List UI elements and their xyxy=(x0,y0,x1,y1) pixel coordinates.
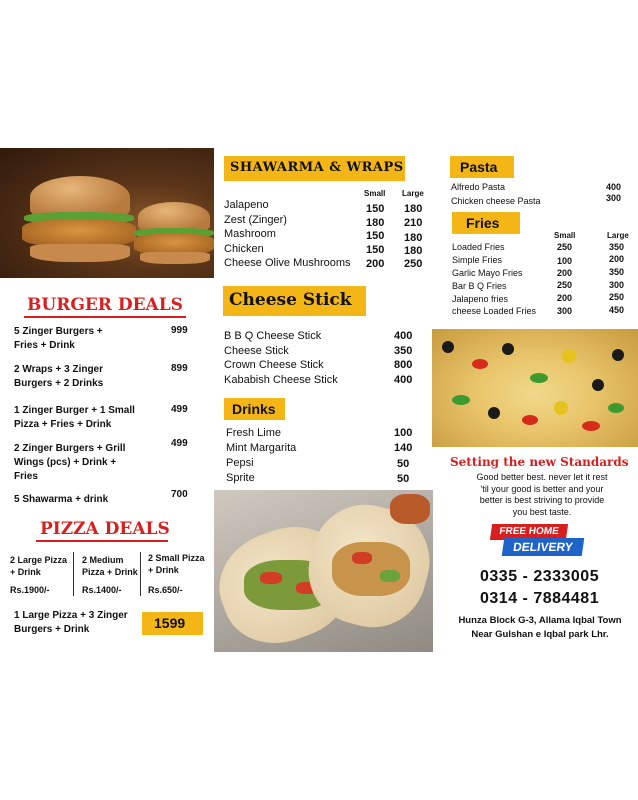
jar xyxy=(390,494,430,524)
fries-item-name: Jalapeno fries xyxy=(452,294,509,304)
burger-patty xyxy=(22,220,136,246)
pizza-deals-underline xyxy=(36,540,168,542)
free-home-delivery-badge xyxy=(491,524,585,558)
shawarma-item-large: 180 xyxy=(404,203,423,215)
burger-deal-item xyxy=(14,404,135,432)
wrap-filling xyxy=(332,542,410,596)
drinks-item-price: 100 xyxy=(394,427,413,439)
burger-deal-line: Burgers + 2 Drinks xyxy=(14,378,104,389)
olive xyxy=(592,379,604,391)
fries-item-small: 200 xyxy=(557,293,573,303)
lettuce xyxy=(380,570,400,582)
burger-deal-price: 499 xyxy=(171,404,188,415)
pizza-deal-line: 2 Small Pizza xyxy=(148,553,205,563)
pizza-combo-line: Burgers + Drink xyxy=(14,624,90,635)
fries-item-large: 450 xyxy=(609,305,625,315)
cheese-stick-item-name: Kababish Cheese Stick xyxy=(224,374,338,386)
fries-item-large: 250 xyxy=(609,292,625,302)
burger-deal-line: Wings (pcs) + Drink + xyxy=(14,457,117,468)
olive xyxy=(442,341,454,353)
pasta-title: Pasta xyxy=(460,159,498,175)
fries-small-header: Small xyxy=(554,231,576,240)
promo-tagline-line: Good better best. never let it rest xyxy=(476,472,608,482)
fries-item-small: 250 xyxy=(557,242,573,252)
fries-item-name: Simple Fries xyxy=(452,255,503,265)
burger-deal-price: 499 xyxy=(171,438,188,449)
fries-large-header: Large xyxy=(607,231,629,240)
fries-item-small: 300 xyxy=(557,306,573,316)
drinks-item-name: Sprite xyxy=(226,472,255,484)
tomato xyxy=(352,552,372,564)
pepper xyxy=(582,421,600,431)
burger-deal-line: 2 Wraps + 3 Zinger xyxy=(14,364,104,375)
drinks-item-price: 50 xyxy=(397,458,410,470)
pasta-item-name: Alfredo Pasta xyxy=(451,182,506,192)
pizza-divider xyxy=(140,552,141,596)
cheese-stick-item-price: 400 xyxy=(394,330,413,342)
pizza-deal-line: + Drink xyxy=(10,567,41,577)
shawarma-item-name: Jalapeno xyxy=(224,199,269,211)
cheese-stick-item-price: 800 xyxy=(394,359,413,371)
shawarma-item-small: 150 xyxy=(366,230,385,242)
address-line: Near Gulshan e Iqbal park Lhr. xyxy=(471,629,609,640)
burger-deal-line: 5 Shawarma + drink xyxy=(14,494,109,505)
pasta-item-name: Chicken cheese Pasta xyxy=(451,196,541,206)
drinks-item-price: 50 xyxy=(397,473,410,485)
burger2-patty xyxy=(134,234,214,254)
fries-item-large: 300 xyxy=(609,280,625,290)
drinks-header xyxy=(224,398,285,420)
phone-number[interactable]: 0314 - 7884481 xyxy=(480,590,600,607)
address xyxy=(448,614,632,642)
corn xyxy=(562,349,576,363)
fries-item-name: Garlic Mayo Fries xyxy=(452,268,523,278)
cheese-stick-item-price: 350 xyxy=(394,345,413,357)
fries-item-small: 100 xyxy=(557,256,573,266)
shawarma-small-header: Small xyxy=(364,189,386,198)
pizza-deal-price: Rs.1900/- xyxy=(10,585,50,595)
pepper xyxy=(522,415,538,425)
fries-item-large: 350 xyxy=(609,242,625,252)
shawarma-item-small: 180 xyxy=(366,217,385,229)
burger-deal-item xyxy=(14,442,125,484)
cheese-stick-header xyxy=(223,286,366,316)
shawarma-item-large: 180 xyxy=(404,232,423,244)
burger-deals-title: BURGER DEALS xyxy=(27,295,183,315)
fries-item-name: cheese Loaded Fries xyxy=(452,306,537,316)
pizza-combo-line: 1 Large Pizza + 3 Zinger xyxy=(14,610,128,621)
burger-deal-price: 899 xyxy=(171,363,188,374)
wrap-photo xyxy=(214,490,433,652)
shawarma-item-small: 150 xyxy=(366,203,385,215)
shawarma-item-name: Chicken xyxy=(224,243,264,255)
shawarma-item-name: Mashroom xyxy=(224,228,276,240)
shawarma-item-name: Zest (Zinger) xyxy=(224,214,287,226)
fries-item-small: 250 xyxy=(557,280,573,290)
pizza-combo-price: 1599 xyxy=(154,615,186,631)
pizza-deal-item xyxy=(82,554,138,578)
drinks-title: Drinks xyxy=(232,401,276,417)
delivery-badge-bottom: DELIVERY xyxy=(502,538,585,556)
promo-tagline-line: you best taste. xyxy=(512,506,572,517)
pizza-deal-line: + Drink xyxy=(148,565,179,575)
burger-deal-item xyxy=(14,325,103,353)
corn xyxy=(554,401,568,415)
promo-tagline xyxy=(462,472,622,518)
olive xyxy=(488,407,500,419)
burger-deal-line: 5 Zinger Burgers + xyxy=(14,326,103,337)
fries-item-large: 350 xyxy=(609,267,625,277)
drinks-item-price: 140 xyxy=(394,442,413,454)
fries-item-large: 200 xyxy=(609,254,625,264)
shawarma-item-name: Cheese Olive Mushrooms xyxy=(224,257,351,269)
tomato xyxy=(260,572,282,584)
promo-tagline-line: 'til your good is better and your xyxy=(480,483,604,494)
pizza-deal-line: Pizza + Drink xyxy=(82,567,138,577)
olive xyxy=(612,349,624,361)
shawarma-large-header: Large xyxy=(402,189,424,198)
shawarma-item-large: 210 xyxy=(404,217,423,229)
shawarma-item-small: 200 xyxy=(366,258,385,270)
shawarma-header xyxy=(224,156,405,181)
fries-item-small: 200 xyxy=(557,268,573,278)
pepper xyxy=(608,403,624,413)
burger-deals-underline xyxy=(24,316,186,318)
cheese-stick-item-name: Crown Cheese Stick xyxy=(224,359,324,371)
pizza-deals-title: PIZZA DEALS xyxy=(40,519,170,539)
pasta-item-price: 400 xyxy=(606,182,622,192)
drinks-item-name: Mint Margarita xyxy=(226,442,297,454)
burger-deal-line: 2 Zinger Burgers + Grill xyxy=(14,443,126,454)
pizza-deal-line: 2 Medium xyxy=(82,555,124,565)
shawarma-title: SHAWARMA & WRAPS xyxy=(230,160,404,175)
pizza-combo-deal xyxy=(14,609,128,637)
pizza-divider xyxy=(73,552,74,596)
burger-bun-bottom xyxy=(30,244,130,262)
burger-deal-price: 700 xyxy=(171,489,188,500)
burger-deal-line: Fries + Drink xyxy=(14,340,75,351)
pepper xyxy=(530,373,548,383)
drinks-item-name: Fresh Lime xyxy=(226,427,282,439)
fries-item-name: Loaded Fries xyxy=(452,242,505,252)
burger-photo xyxy=(0,148,214,278)
cheese-stick-item-price: 400 xyxy=(394,374,413,386)
burger-deal-item xyxy=(14,363,103,391)
shawarma-item-large: 250 xyxy=(404,258,423,270)
pizza-deal-price: Rs.650/- xyxy=(148,585,183,595)
burger-deal-line: 1 Zinger Burger + 1 Small xyxy=(14,405,135,416)
pizza-deal-item xyxy=(10,554,67,578)
pizza-deal-price: Rs.1400/- xyxy=(82,585,122,595)
cheese-stick-title: Cheese Stick xyxy=(229,290,352,310)
burger-deal-item xyxy=(14,493,108,507)
pizza-deal-line: 2 Large Pizza xyxy=(10,555,68,565)
cheese-stick-item-name: Cheese Stick xyxy=(224,345,289,357)
fries-title: Fries xyxy=(466,215,500,231)
fries-header xyxy=(452,212,520,234)
fries-item-name: Bar B Q Fries xyxy=(452,281,507,291)
delivery-badge-top: FREE HOME xyxy=(490,524,568,540)
burger-deal-line: Fries xyxy=(14,471,38,482)
drinks-item-name: Pepsi xyxy=(226,457,254,469)
shawarma-item-large: 180 xyxy=(404,245,423,257)
pasta-item-price: 300 xyxy=(606,193,622,203)
pizza-photo xyxy=(432,329,638,447)
phone-number[interactable]: 0335 - 2333005 xyxy=(480,568,600,585)
burger-deal-line: Pizza + Fries + Drink xyxy=(14,419,112,430)
burger-deal-price: 999 xyxy=(171,325,188,336)
promo-tagline-line: better is best striving to provide xyxy=(479,495,605,505)
olive xyxy=(502,343,514,355)
address-line: Hunza Block G-3, Allama Iqbal Town xyxy=(458,615,622,626)
shawarma-item-small: 150 xyxy=(366,244,385,256)
promo-headline: Setting the new Standards xyxy=(450,455,629,469)
pepper xyxy=(472,359,488,369)
cheese-stick-item-name: B B Q Cheese Stick xyxy=(224,330,322,342)
pizza-deal-item xyxy=(148,552,205,576)
pasta-header xyxy=(450,156,514,178)
burger2-bun-bottom xyxy=(140,252,210,264)
pizza-combo-price-box xyxy=(142,612,203,635)
pepper xyxy=(452,395,470,405)
